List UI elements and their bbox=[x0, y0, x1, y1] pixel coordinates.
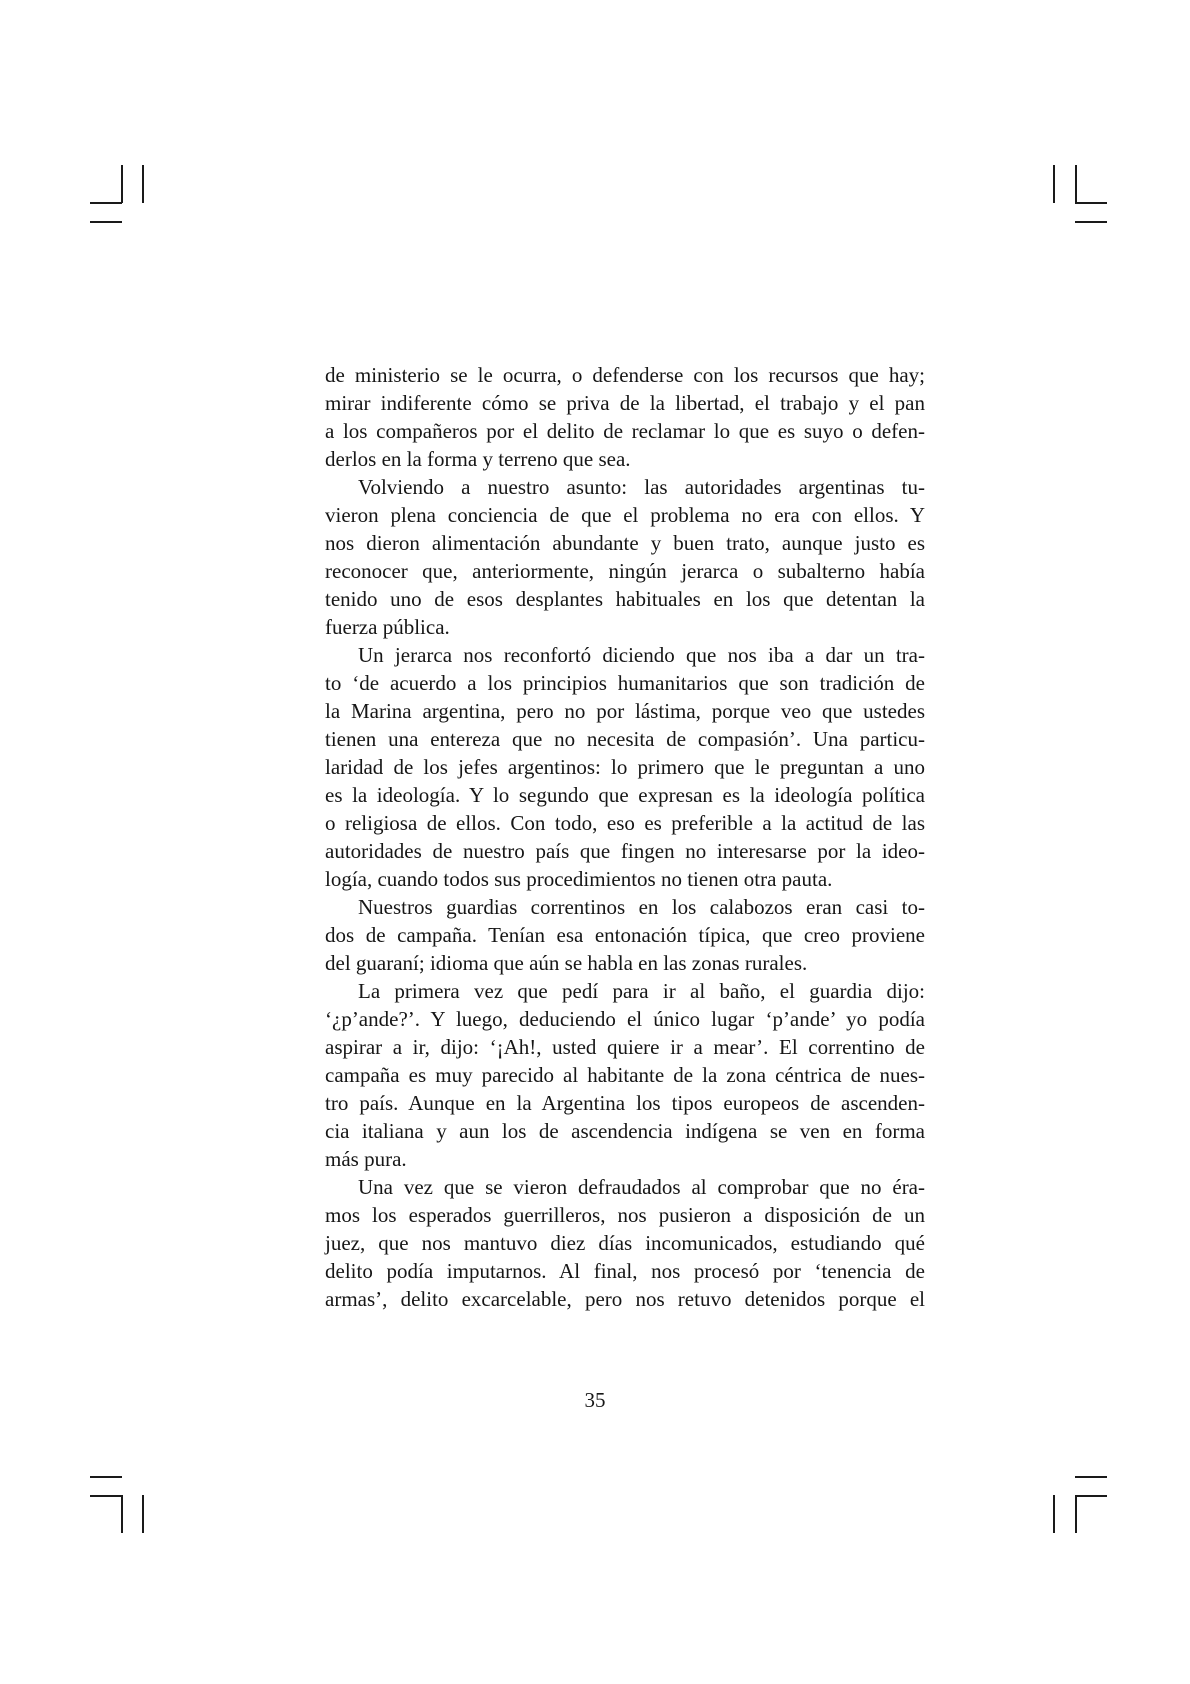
text-line: nos dieron alimentación abundante y buen trato, aunque justo es bbox=[325, 531, 925, 555]
paragraph bbox=[325, 893, 925, 977]
text-line: aspirar a ir, dijo: ‘¡Ah!, usted quiere ir a mear’. El correntino de bbox=[325, 1035, 925, 1059]
text-line: mirar indiferente cómo se priva de la libertad, el trabajo y el pan bbox=[325, 391, 925, 415]
crop-mark-top-left-horizontal bbox=[90, 202, 122, 204]
paragraph bbox=[325, 641, 925, 893]
paragraph-continued bbox=[325, 361, 925, 473]
text-line: to ‘de acuerdo a los principios humanitarios que son tradición de bbox=[325, 671, 925, 695]
crop-mark-top-left-vertical bbox=[121, 165, 123, 203]
text-line: tienen una entereza que no necesita de compasión’. Una particu- bbox=[325, 727, 925, 751]
crop-mark-top-right-vertical bbox=[1075, 165, 1077, 203]
crop-mark-bottom-left-horizontal bbox=[90, 1495, 122, 1497]
text-line: la Marina argentina, pero no por lástima, porque veo que ustedes bbox=[325, 699, 925, 723]
crop-mark-top-right-vertical-outer bbox=[1053, 165, 1055, 203]
crop-mark-bottom-right-vertical bbox=[1075, 1495, 1077, 1533]
crop-mark-bottom-left-vertical-outer bbox=[142, 1495, 144, 1533]
page-number: 35 bbox=[584, 1388, 606, 1412]
crop-mark-top-left-vertical-outer bbox=[142, 165, 144, 203]
text-line: Un jerarca nos reconfortó diciendo que nos iba a dar un tra- bbox=[358, 643, 925, 667]
paragraph bbox=[325, 473, 925, 641]
crop-mark-bottom-left-vertical bbox=[121, 1495, 123, 1533]
text-line: delito podía imputarnos. Al final, nos procesó por ‘tenencia de bbox=[325, 1259, 925, 1283]
text-line: es la ideología. Y lo segundo que expresan es la ideología política bbox=[325, 783, 925, 807]
text-line: Nuestros guardias correntinos en los calabozos eran casi to- bbox=[358, 895, 925, 919]
text-line: o religiosa de ellos. Con todo, eso es preferible a la actitud de las bbox=[325, 811, 925, 835]
text-line: más pura. bbox=[325, 1147, 407, 1171]
crop-mark-top-right-horizontal bbox=[1075, 202, 1107, 204]
text-line: derlos en la forma y terreno que sea. bbox=[325, 447, 631, 471]
paragraph bbox=[325, 977, 925, 1173]
crop-mark-top-left-horizontal-lower bbox=[90, 221, 122, 223]
text-line: vieron plena conciencia de que el problema no era con ellos. Y bbox=[325, 503, 925, 527]
text-line: de ministerio se le ocurra, o defenderse con los recursos que hay; bbox=[325, 363, 925, 387]
body-text bbox=[325, 361, 925, 1313]
text-line: logía, cuando todos sus procedimientos no tienen otra pauta. bbox=[325, 867, 833, 891]
text-line: a los compañeros por el delito de reclamar lo que es suyo o defen- bbox=[325, 419, 925, 443]
text-line: tenido uno de esos desplantes habituales en los que detentan la bbox=[325, 587, 925, 611]
crop-mark-bottom-left-horizontal-upper bbox=[90, 1476, 122, 1478]
text-line: autoridades de nuestro país que fingen no interesarse por la ideo- bbox=[325, 839, 925, 863]
text-line: ‘¿p’ande?’. Y luego, deduciendo el único lugar ‘p’ande’ yo podía bbox=[325, 1007, 925, 1031]
crop-mark-bottom-right-horizontal bbox=[1075, 1495, 1107, 1497]
crop-mark-bottom-right-horizontal-upper bbox=[1075, 1476, 1107, 1478]
crop-mark-bottom-right-vertical-outer bbox=[1053, 1495, 1055, 1533]
text-line: cia italiana y aun los de ascendencia indígena se ven en forma bbox=[325, 1119, 925, 1143]
text-line: juez, que nos mantuvo diez días incomunicados, estudiando qué bbox=[325, 1231, 925, 1255]
text-line: armas’, delito excarcelable, pero nos retuvo detenidos porque el bbox=[325, 1287, 925, 1311]
text-line: fuerza pública. bbox=[325, 615, 450, 639]
text-line: tro país. Aunque en la Argentina los tipos europeos de ascenden- bbox=[325, 1091, 925, 1115]
text-line: reconocer que, anteriormente, ningún jerarca o subalterno había bbox=[325, 559, 925, 583]
crop-mark-top-right-horizontal-lower bbox=[1075, 221, 1107, 223]
text-line: laridad de los jefes argentinos: lo primero que le preguntan a uno bbox=[325, 755, 925, 779]
text-line: mos los esperados guerrilleros, nos pusieron a disposición de un bbox=[325, 1203, 925, 1227]
text-line: dos de campaña. Tenían esa entonación típica, que creo proviene bbox=[325, 923, 925, 947]
text-line: Volviendo a nuestro asunto: las autoridades argentinas tu- bbox=[358, 475, 925, 499]
text-line: La primera vez que pedí para ir al baño, el guardia dijo: bbox=[358, 979, 925, 1003]
text-line: del guaraní; idioma que aún se habla en las zonas rurales. bbox=[325, 951, 808, 975]
text-line: Una vez que se vieron defraudados al comprobar que no éra- bbox=[358, 1175, 925, 1199]
text-line: campaña es muy parecido al habitante de la zona céntrica de nues- bbox=[325, 1063, 925, 1087]
paragraph-continues bbox=[325, 1173, 925, 1313]
